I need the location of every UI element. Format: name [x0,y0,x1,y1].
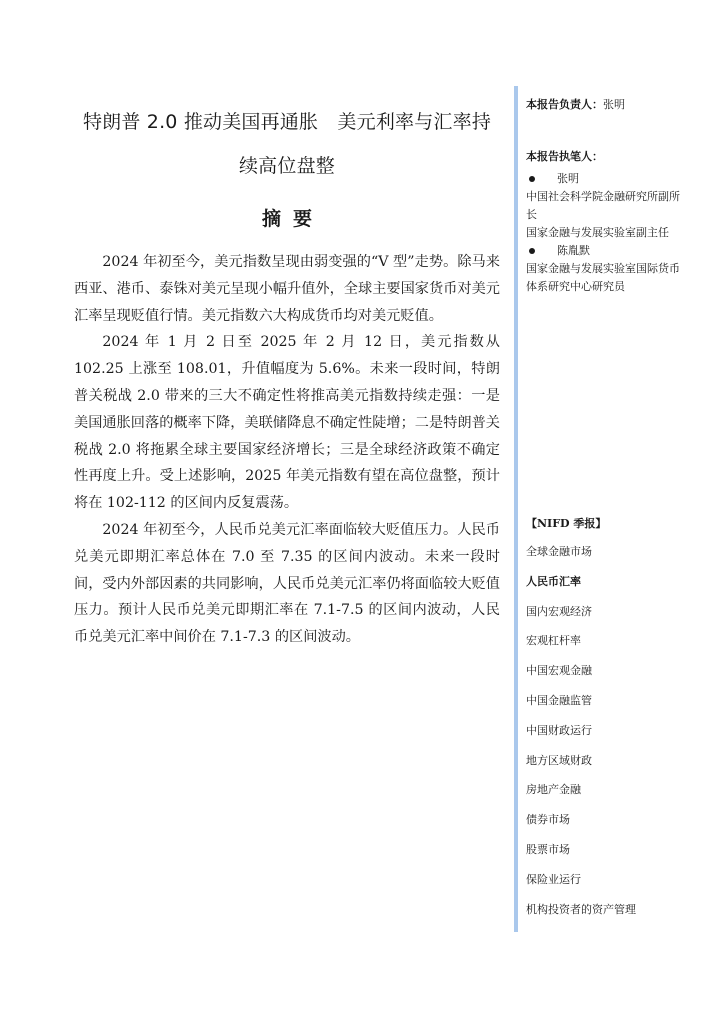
author-affiliation: 国家金融与发展实验室副主任 [526,226,669,239]
nav-item-stock-market[interactable]: 股票市场 [526,842,570,856]
abstract-paragraph-2: 2024 年 1 月 2 日至 2025 年 2 月 12 日，美元指数从 102.25 上涨至 108.01，升值幅度为 5.6%。未来一段时间，特朗普关税战 2.0 带来的三大不确定性将推高美元指数持续走强：一是美国通胀回落的概率下降，美联储降息不确定性陡增；二是特朗普关税战 2.0 将拖累全球主要国家经济增长；三是全球经济政策不确定性再度上升。受上述影响，2025 年美元指数有望在高位盘整，预计将在 102-112 的区间内反复震荡。 [74,334,500,512]
nav-item-rmb-exchange-rate[interactable]: 人民币汇率 [526,574,581,588]
nav-title: 【NIFD 季报】 [526,517,607,530]
nav-item-domestic-macro-economy[interactable]: 国内宏观经济 [526,604,592,618]
report-title [74,100,500,188]
abstract-heading: 摘要 [261,208,324,230]
responsible-line [526,96,686,114]
nav-item-china-macro-finance[interactable]: 中国宏观金融 [526,664,592,678]
nav-item-bond-market[interactable]: 债券市场 [526,813,570,827]
author-name: 张明 [557,172,579,185]
sidebar-divider [514,86,518,932]
responsible-name: 张明 [603,98,625,111]
author-name: 陈胤默 [557,244,590,257]
nav-item-global-financial-markets[interactable]: 全球金融市场 [526,545,592,558]
report-main [74,100,500,651]
author-affiliation: 国家金融与发展实验室国际货币体系研究中心研究员 [526,262,680,293]
nav-item-insurance-operation[interactable]: 保险业运行 [526,872,581,886]
author-entry [526,170,686,188]
report-title-line2: 续高位盘整 [238,155,335,177]
abstract-paragraph-3: 2024 年初至今，人民币兑美元汇率面临较大贬值压力。人民币兑美元即期汇率总体在 7.0 至 7.35 的区间内波动。未来一段时间，受内外部因素的共同影响，人民币兑美元汇率仍将面临较大贬值压力。预计人民币兑美元即期汇率在 7.1-7.5 的区间内波动，人民币兑美元汇率中间价在 7.1-7.3 的区间波动。 [74,521,500,646]
abstract-paragraph-1: 2024 年初至今，美元指数呈现由弱变强的“V 型”走势。除马来西亚、港币、泰铢对美元呈现小幅升值外，全球主要国家货币对美元汇率呈现贬值行情。美元指数六大构成货币均对美元贬值。 [74,254,500,324]
nav-item-real-estate-finance[interactable]: 房地产金融 [526,783,581,797]
bullet-icon [529,176,535,182]
bullet-icon [529,248,535,254]
nav-item-macro-leverage[interactable]: 宏观杠杆率 [526,634,581,648]
responsible-label: 本报告负责人： [526,98,603,111]
nav-item-institutional-asset-management[interactable]: 机构投资者的资产管理 [526,902,636,916]
nav-item-china-fiscal-operation[interactable]: 中国财政运行 [526,723,592,737]
report-title-line1: 特朗普 2.0 推动美国再通胀 美元利率与汇率持 [82,111,492,133]
nav-item-local-regional-finance[interactable]: 地方区域财政 [526,753,592,767]
author-affiliation: 中国社会科学院金融研究所副所长 [526,190,680,221]
authors-block [526,148,686,296]
author-entry [526,242,686,260]
nav-item-china-financial-regulation[interactable]: 中国金融监管 [526,693,592,707]
authors-label: 本报告执笔人： [526,150,603,163]
nifd-quarterly-nav [526,515,696,930]
report-credits [526,96,686,296]
